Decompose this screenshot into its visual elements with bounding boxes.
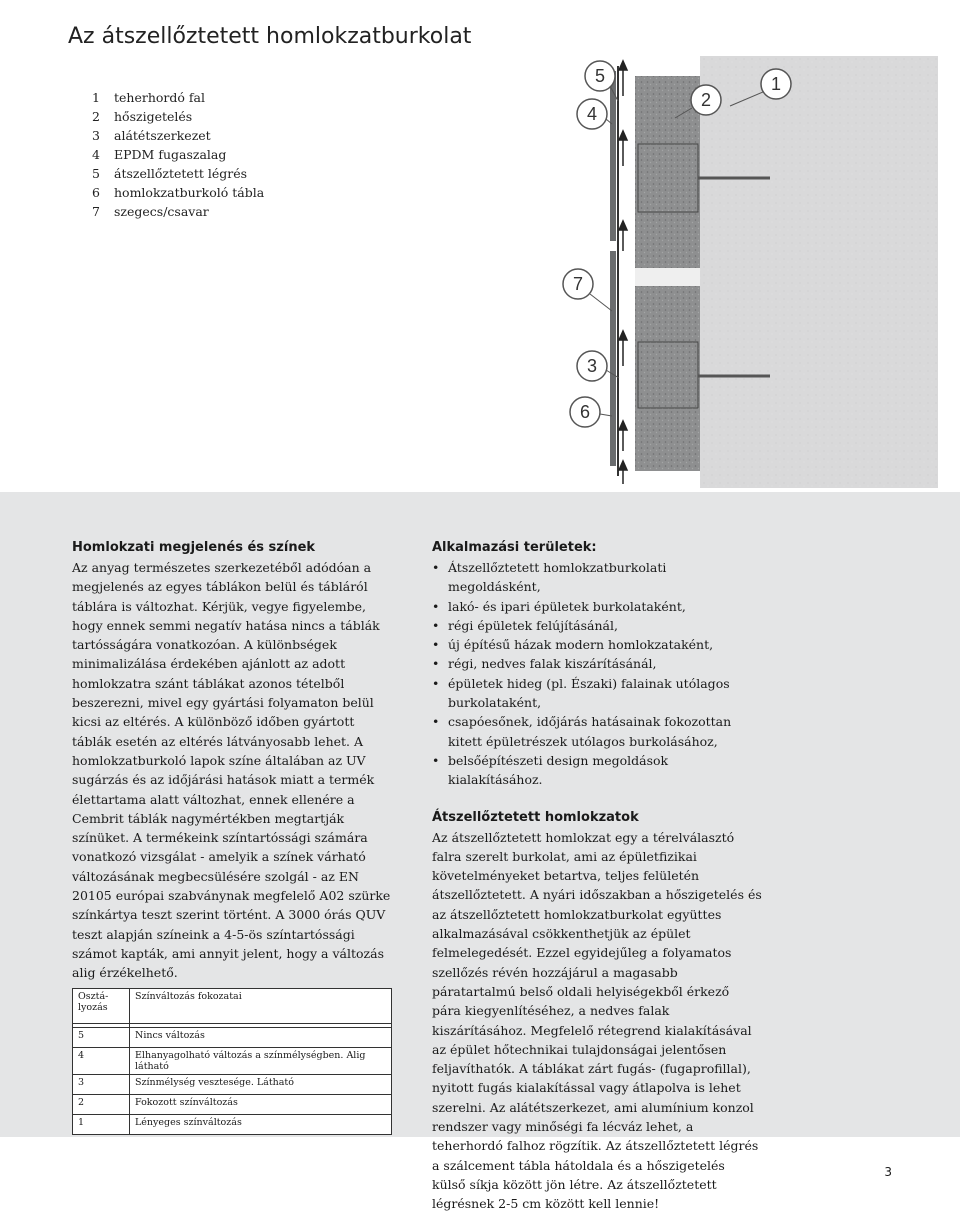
legend-number: 3 [92, 128, 100, 143]
list-item: • épületek hideg (pl. Északi) falainak utólagos burkolataként, [432, 674, 762, 713]
list-item: • belsőépítészeti design megoldások kialakításához. [432, 751, 762, 790]
applications-list [432, 558, 762, 790]
legend-item [92, 145, 264, 164]
legend-item [92, 126, 264, 145]
colors-heading: Homlokzati megjelenés és színek [72, 540, 316, 555]
list-item: • régi, nedves falak kiszárításánál, [432, 654, 762, 673]
insulation-joint [635, 268, 700, 286]
legend-label: hőszigetelés [114, 109, 193, 124]
header-grade: Osztá-lyozás [73, 989, 130, 1024]
list-item: • új építésű házak modern homlokzataként, [432, 635, 762, 654]
ventilated-heading: Átszellőztetett homlokzatok [432, 809, 639, 825]
legend-number: 2 [92, 109, 100, 124]
table-row [73, 1048, 392, 1075]
color-change-table [72, 988, 392, 1135]
legend-item [92, 202, 264, 221]
list-item: • Átszellőztetett homlokzatburkolati megoldásként, [432, 558, 762, 597]
callout-2: 2 [700, 90, 712, 110]
table-row [73, 1075, 392, 1095]
panel-lower [610, 251, 616, 466]
table-cell: 3 [73, 1075, 130, 1095]
legend-label: teherhordó fal [114, 90, 205, 105]
page-number: 3 [884, 1165, 892, 1179]
table-cell: 5 [73, 1028, 130, 1048]
legend-label: EPDM fugaszalag [114, 147, 227, 162]
callout-6: 6 [579, 402, 591, 422]
table-cell: Elhanyagolható változás a színmélységben. Alig látható [130, 1048, 392, 1075]
legend-number: 6 [92, 185, 100, 200]
legend-number: 4 [92, 147, 100, 162]
legend-label: homlokzatburkoló tábla [114, 185, 265, 200]
callout-3: 3 [586, 356, 598, 376]
table-cell: Fokozott színváltozás [130, 1095, 392, 1115]
table-header-row [73, 989, 392, 1024]
table-cell: 4 [73, 1048, 130, 1075]
table-row [73, 1028, 392, 1048]
list-item: • csapóesőnek, időjárás hatásainak fokozottan kitett épületrészek utólagos burkolásához, [432, 712, 762, 751]
colors-section [72, 538, 394, 983]
table-row [73, 1095, 392, 1115]
table-row [73, 1115, 392, 1135]
bearing-wall [700, 56, 938, 488]
table-cell: Színmélység vesztesége. Látható [130, 1075, 392, 1095]
applications-section [432, 538, 762, 1214]
legend-number: 1 [92, 90, 100, 105]
callout-5: 5 [594, 66, 606, 86]
legend-number: 7 [92, 204, 100, 219]
table-cell: Nincs változás [130, 1028, 392, 1048]
page-title: Az átszellőztetett homlokzatburkolat [68, 24, 472, 49]
component-legend [92, 88, 264, 221]
applications-heading: Alkalmazási területek: [432, 540, 597, 555]
table-cell: 2 [73, 1095, 130, 1115]
list-item: • régi épületek felújításánál, [432, 616, 762, 635]
legend-label: átszellőztetett légrés [114, 166, 248, 181]
table-cell: Lényeges színváltozás [130, 1115, 392, 1135]
legend-item [92, 183, 264, 202]
air-flow-arrows [619, 61, 627, 484]
colors-text: Az anyag természetes szerkezetéből adódóan a megjelenés az egyes táblákon belül és tábláról táblára is változhat. Kérjük, vegye figyelembe, hogy ennek semmi negatív hatása nincs a táblák tartósságára vonatkozóan. A különbségek minimalizálása érdekében ajánlott az adott homlokzatra szánt táblákat azonos tételből beszerezni, mivel egy gyártási folyamaton belül kicsi az eltérés. A különböző időben gyártott táblák esetén az eltérés látványosabb lehet. A homlokzatburkoló lapok színe általában az UV sugárzás és az időjárási hatások miatt a termék élettartama alatt változhat, ennek ellenére a Cembrit táblák nagymértékben megtartják színüket. A termékeink színtartóssági számára vonatkozó vizsgálat - amelyik a színek várható változásának megbecsülésére szolgál - az EN 20105 európai szabványnak megfelelő A02 szürke színkártya teszt szerint történt. A 3000 órás QUV teszt alapján színeink a 4-5-ös színtartóssági számot kapták, ami annyit jelent, hogy a változás alig érzékelhető. [72, 560, 391, 981]
legend-item [92, 88, 264, 107]
legend-number: 5 [92, 166, 100, 181]
callout-4: 4 [586, 104, 598, 124]
callout-1: 1 [770, 74, 782, 94]
ventilated-text: Az átszellőztetett homlokzat egy a térelválasztó falra szerelt burkolat, ami az épületfizikai követelményeket betartva, teljes felületén átszellőztetett. A nyári időszakban a hőszigetelés és az átszellőztetett homlokzatburkolat együttes alkalmazásával csökkenthetjük az épület felmelegedését. Ezzel egyidejűleg a folyamatos szellőzés révén hozzájárul a magasabb páratartalmú belső oldali helyiségekből érkező pára kiegyenlítéséhez, a nedves falak kiszárításához. Megfelelő rétegrend kialakításával az épület hőtechnikai tulajdonságai jelentősen feljavíthatók. A táblákat zárt fugás- (fugaprofillal), nyitott fugás kialakítással vagy átlapolva is lehet szerelni. Az alátétszerkezet, ami alumínium konzol rendszer vagy minőségi fa lécváz lehet, a teherhordó falhoz rögzítik. Az átszellőztetett légrés a szálcement tábla hátoldala és a hőszigetelés külső síkja között jön létre. Az átszellőztetett légrésnek 2-5 cm között kell lennie! [432, 829, 762, 1212]
legend-label: szegecs/csavar [114, 204, 209, 219]
callout-7: 7 [572, 274, 584, 294]
legend-label: alátétszerkezet [114, 128, 211, 143]
insulation-lower [635, 286, 700, 471]
table-cell: 1 [73, 1115, 130, 1135]
legend-item [92, 107, 264, 126]
facade-section-diagram [430, 56, 938, 488]
insulation-upper [635, 76, 700, 268]
legend-item [92, 164, 264, 183]
list-item: • lakó- és ipari épületek burkolataként, [432, 597, 762, 616]
header-degree: Színváltozás fokozatai [130, 989, 392, 1024]
